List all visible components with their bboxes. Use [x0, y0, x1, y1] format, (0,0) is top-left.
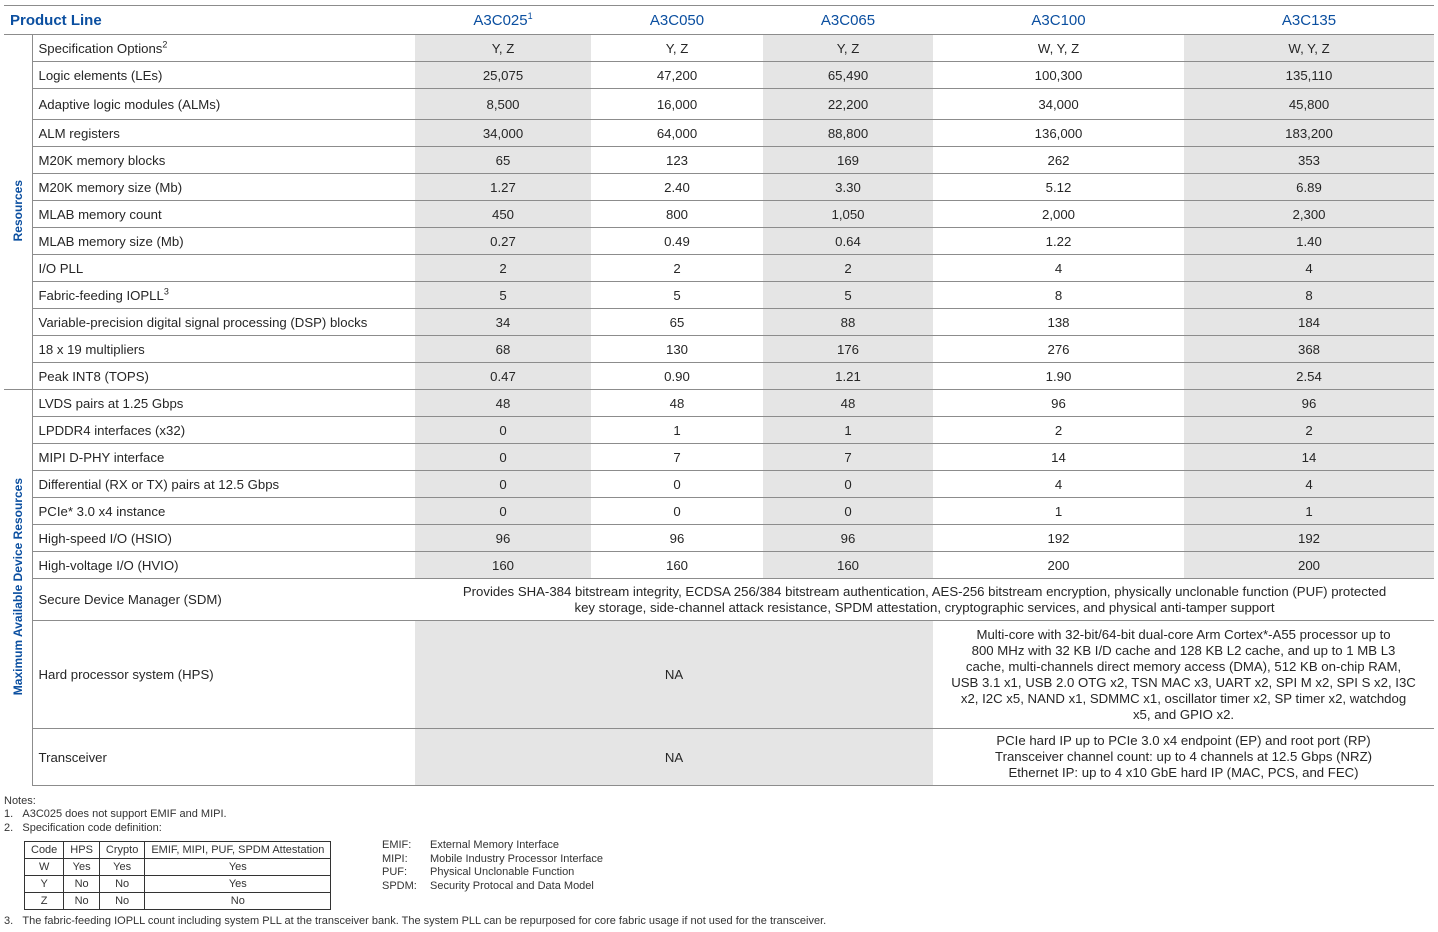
code-table-header: HPS	[64, 842, 100, 859]
cell-value: 160	[763, 552, 933, 579]
cell-value: 2.40	[591, 174, 763, 201]
cell-value: 169	[763, 147, 933, 174]
abbreviation-item: SPDM: Security Protocal and Data Model	[382, 879, 594, 892]
row-label: Specification Options$^2$	[32, 35, 415, 62]
cell-value: 0	[591, 471, 763, 498]
cell-value: Y, Z	[763, 35, 933, 62]
cell-value: W, Y, Z	[1184, 35, 1434, 62]
row-label: PCIe* 3.0 x4 instance	[32, 498, 415, 525]
cell-value: 100,300	[933, 62, 1184, 89]
spec-row	[4, 498, 1434, 525]
cell-value: 14	[1184, 444, 1434, 471]
row-label: Differential (RX or TX) pairs at 12.5 Gbps	[32, 471, 415, 498]
cell-value: 47,200	[591, 62, 763, 89]
cell-value: 130	[591, 336, 763, 363]
cell-value: 5	[591, 282, 763, 309]
row-label: 18 x 19 multipliers	[32, 336, 415, 363]
code-table-cell: Yes	[64, 859, 100, 876]
cell-value: 0	[763, 498, 933, 525]
cell-value: 88	[763, 309, 933, 336]
cell-value: 1	[933, 498, 1184, 525]
row-label: Peak INT8 (TOPS)	[32, 363, 415, 390]
cell-value: 2	[763, 255, 933, 282]
code-table-cell: Yes	[145, 859, 331, 876]
notes-title: Notes:	[4, 795, 36, 807]
code-definition-table	[24, 841, 331, 910]
cell-value: 276	[933, 336, 1184, 363]
col-header-a3c135: A3C135	[1184, 6, 1434, 35]
cell-value: 0	[591, 498, 763, 525]
row-label: M20K memory size (Mb)	[32, 174, 415, 201]
code-table-cell: W	[25, 859, 64, 876]
cell-value: 200	[933, 552, 1184, 579]
note-2: 2. Specification code definition:	[4, 822, 162, 834]
transceiver-row	[4, 729, 1434, 786]
cell-value: 96	[591, 525, 763, 552]
cell-value: 5	[763, 282, 933, 309]
cell-value: 2	[591, 255, 763, 282]
spec-table	[4, 5, 1434, 786]
cell-value: Y, Z	[415, 35, 591, 62]
cell-value: 262	[933, 147, 1184, 174]
cell-value: 48	[591, 390, 763, 417]
spec-row	[4, 390, 1434, 417]
spec-row	[4, 62, 1434, 89]
cell-value: 138	[933, 309, 1184, 336]
spec-row	[4, 89, 1434, 120]
cell-value: 65	[591, 309, 763, 336]
row-label: ALM registers	[32, 120, 415, 147]
code-table-cell: Z	[25, 893, 64, 910]
cell-value: 0	[415, 471, 591, 498]
row-label: Hard processor system (HPS)	[32, 621, 415, 729]
row-label: MIPI D-PHY interface	[32, 444, 415, 471]
hps-na: NA	[415, 621, 933, 729]
cell-value: 68	[415, 336, 591, 363]
cell-value: 1,050	[763, 201, 933, 228]
spec-row	[4, 35, 1434, 62]
row-label: M20K memory blocks	[32, 147, 415, 174]
row-label: Transceiver	[32, 729, 415, 786]
cell-value: 34,000	[415, 120, 591, 147]
spec-row	[4, 147, 1434, 174]
cell-value: 8,500	[415, 89, 591, 120]
spec-row	[4, 363, 1434, 390]
header-row	[4, 6, 1434, 35]
cell-value: 160	[415, 552, 591, 579]
cell-value: 192	[933, 525, 1184, 552]
col-header-a3c100: A3C100	[933, 6, 1184, 35]
cell-value: 160	[591, 552, 763, 579]
cell-value: Y, Z	[591, 35, 763, 62]
cell-value: 48	[763, 390, 933, 417]
code-table-row	[25, 893, 331, 910]
cell-value: 65,490	[763, 62, 933, 89]
spec-row	[4, 120, 1434, 147]
row-label: LVDS pairs at 1.25 Gbps	[32, 390, 415, 417]
cell-value: 7	[591, 444, 763, 471]
hps-description: Multi-core with 32-bit/64-bit dual-core Arm Cortex*-A55 processor up to 800 MHz with 32 KB I/D cache and 128 KB L2 cache, and up to 1 MB L3 cache, multi-channels direct memory access (DMA), 512 KB on-chip RAM, USB 3.1 x1, USB 2.0 OTG x2, TSN MAC x3, UART x2, SPI M x2, SPI S x2, I3C x2, I2C x5, NAND x1, SDMMC x1, oscillator timer x2, SP timer x2, watchdog x5, and GPIO x2.	[933, 621, 1434, 729]
code-table-row	[25, 859, 331, 876]
cell-value: 123	[591, 147, 763, 174]
cell-value: 183,200	[1184, 120, 1434, 147]
cell-value: 4	[933, 255, 1184, 282]
abbreviation-list	[382, 839, 603, 893]
row-label: Secure Device Manager (SDM)	[32, 579, 415, 621]
cell-value: 2	[1184, 417, 1434, 444]
cell-value: 0.47	[415, 363, 591, 390]
cell-value: 0	[415, 417, 591, 444]
spec-row	[4, 552, 1434, 579]
cell-value: 1.22	[933, 228, 1184, 255]
note-3: 3. The fabric-feeding IOPLL count including system PLL at the transceiver bank. The system PLL can be repurposed for core fabric usage if not used for the transceiver.	[4, 915, 827, 927]
row-label: High-speed I/O (HSIO)	[32, 525, 415, 552]
code-table-cell: No	[99, 876, 144, 893]
cell-value: 2	[415, 255, 591, 282]
abbreviation-item: MIPI: Mobile Industry Processor Interface	[382, 852, 604, 865]
cell-value: 353	[1184, 147, 1434, 174]
col-header-a3c050: A3C050	[591, 6, 763, 35]
cell-value: 200	[1184, 552, 1434, 579]
code-table-cell: No	[64, 876, 100, 893]
cell-value: 16,000	[591, 89, 763, 120]
cell-value: 2,300	[1184, 201, 1434, 228]
spec-row	[4, 471, 1434, 498]
row-label: MLAB memory count	[32, 201, 415, 228]
cell-value: 1.27	[415, 174, 591, 201]
row-label: Variable-precision digital signal processing (DSP) blocks	[32, 309, 415, 336]
spec-row	[4, 309, 1434, 336]
cell-value: 96	[1184, 390, 1434, 417]
cell-value: 4	[933, 471, 1184, 498]
sdm-description: Provides SHA-384 bitstream integrity, ECDSA 256/384 bitstream authentication, AES-256 bitstream encryption, physically unclonable function (PUF) protected key storage, side-channel attack resistance, SPDM attestation, cryptographic services, and physical anti-tamper support	[415, 579, 1434, 621]
cell-value: 184	[1184, 309, 1434, 336]
cell-value: 136,000	[933, 120, 1184, 147]
code-table-cell: No	[64, 893, 100, 910]
cell-value: 96	[763, 525, 933, 552]
cell-value: 7	[763, 444, 933, 471]
cell-value: 1.40	[1184, 228, 1434, 255]
cell-value: W, Y, Z	[933, 35, 1184, 62]
spec-row	[4, 444, 1434, 471]
row-label: Adaptive logic modules (ALMs)	[32, 89, 415, 120]
cell-value: 0.27	[415, 228, 591, 255]
cell-value: 88,800	[763, 120, 933, 147]
spec-row	[4, 174, 1434, 201]
code-table-cell: No	[145, 893, 331, 910]
cell-value: 65	[415, 147, 591, 174]
cell-value: 0	[415, 444, 591, 471]
cell-value: 1.90	[933, 363, 1184, 390]
spec-row	[4, 417, 1434, 444]
cell-value: 4	[1184, 471, 1434, 498]
cell-value: 64,000	[591, 120, 763, 147]
cell-value: 176	[763, 336, 933, 363]
cell-value: 5.12	[933, 174, 1184, 201]
cell-value: 1	[1184, 498, 1434, 525]
col-header-a3c025: $A3C025^1$	[415, 6, 591, 35]
abbreviation-item: PUF: Physical Unclonable Function	[382, 866, 575, 879]
product-line-header: Product Line	[4, 6, 415, 35]
cell-value: 192	[1184, 525, 1434, 552]
transceiver-description: PCIe hard IP up to PCIe 3.0 x4 endpoint (EP) and root port (RP) Transceiver channel count: up to 4 channels at 12.5 Gbps (NRZ) Ethernet IP: up to 4 x10 GbE hard IP (MAC, PCS, and FEC)	[933, 729, 1434, 786]
cell-value: 0	[415, 498, 591, 525]
cell-value: 14	[933, 444, 1184, 471]
spec-row	[4, 228, 1434, 255]
cell-value: 8	[933, 282, 1184, 309]
cell-value: 2	[933, 417, 1184, 444]
cell-value: 45,800	[1184, 89, 1434, 120]
cell-value: 1	[763, 417, 933, 444]
cell-value: 1.21	[763, 363, 933, 390]
hps-row	[4, 621, 1434, 729]
cell-value: 800	[591, 201, 763, 228]
cell-value: 96	[415, 525, 591, 552]
spec-row	[4, 336, 1434, 363]
col-header-a3c065: A3C065	[763, 6, 933, 35]
code-table-cell: No	[99, 893, 144, 910]
row-label: High-voltage I/O (HVIO)	[32, 552, 415, 579]
code-table-cell: Yes	[99, 859, 144, 876]
transceiver-na: NA	[415, 729, 933, 786]
row-label: LPDDR4 interfaces (x32)	[32, 417, 415, 444]
cell-value: 1	[591, 417, 763, 444]
group-resources: Resources	[4, 35, 32, 390]
cell-value: 368	[1184, 336, 1434, 363]
cell-value: 3.30	[763, 174, 933, 201]
cell-value: 0.90	[591, 363, 763, 390]
row-label: MLAB memory size (Mb)	[32, 228, 415, 255]
cell-value: 6.89	[1184, 174, 1434, 201]
cell-value: 450	[415, 201, 591, 228]
cell-value: 8	[1184, 282, 1434, 309]
row-label: Logic elements (LEs)	[32, 62, 415, 89]
cell-value: 34,000	[933, 89, 1184, 120]
cell-value: 0	[763, 471, 933, 498]
spec-row	[4, 282, 1434, 309]
abbreviation-item: EMIF: External Memory Interface	[382, 839, 559, 851]
code-table-header: Code	[25, 842, 64, 859]
cell-value: 25,075	[415, 62, 591, 89]
code-table-row	[25, 876, 331, 893]
cell-value: 22,200	[763, 89, 933, 120]
code-table-cell: Yes	[145, 876, 331, 893]
cell-value: 34	[415, 309, 591, 336]
row-label: I/O PLL	[32, 255, 415, 282]
sdm-row	[4, 579, 1434, 621]
cell-value: 48	[415, 390, 591, 417]
cell-value: 96	[933, 390, 1184, 417]
cell-value: 0.49	[591, 228, 763, 255]
cell-value: 0.64	[763, 228, 933, 255]
cell-value: 135,110	[1184, 62, 1434, 89]
code-table-header: EMIF, MIPI, PUF, SPDM Attestation	[145, 842, 331, 859]
note-1: 1. A3C025 does not support EMIF and MIPI.	[4, 808, 227, 820]
cell-value: 5	[415, 282, 591, 309]
spec-row	[4, 525, 1434, 552]
cell-value: 2.54	[1184, 363, 1434, 390]
row-label: Fabric-feeding IOPLL$^3$	[32, 282, 415, 309]
spec-row	[4, 255, 1434, 282]
code-table-cell: Y	[25, 876, 64, 893]
code-table-header: Crypto	[99, 842, 144, 859]
spec-row	[4, 201, 1434, 228]
group-max-resources: Maximum Available Device Resources	[4, 390, 32, 786]
cell-value: 4	[1184, 255, 1434, 282]
cell-value: 2,000	[933, 201, 1184, 228]
